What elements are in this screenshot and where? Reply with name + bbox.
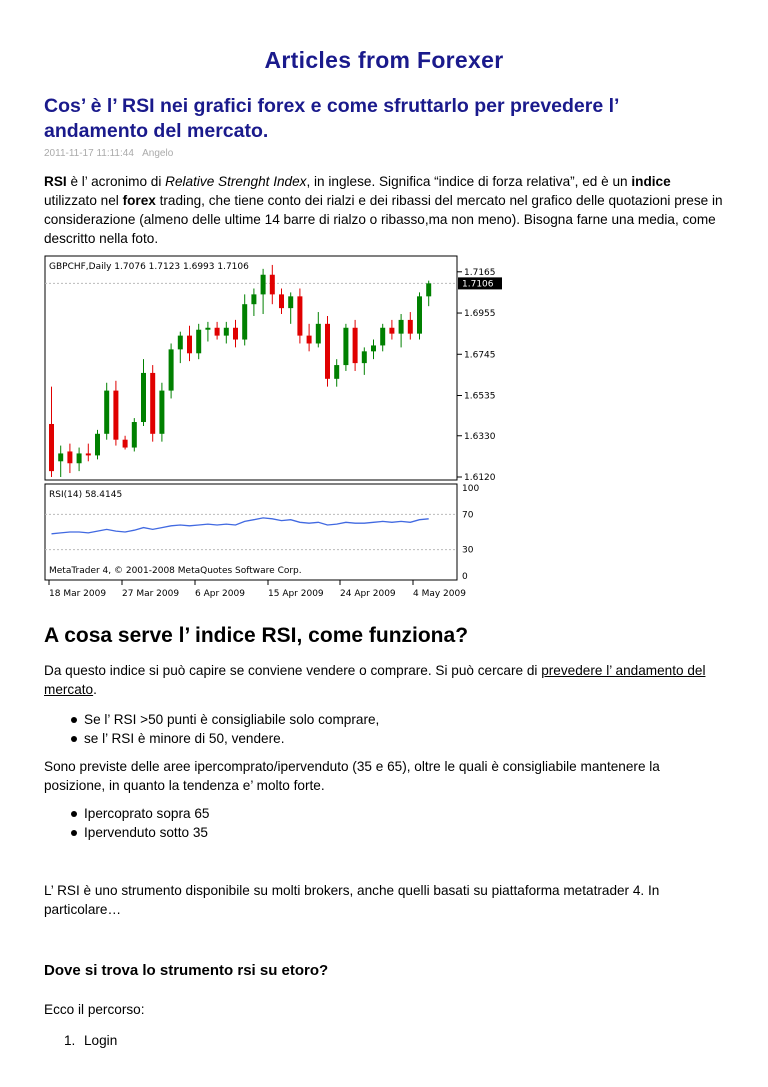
candle-body bbox=[196, 330, 201, 354]
candle-body bbox=[426, 283, 431, 296]
rsi-tick-label: 100 bbox=[462, 484, 480, 494]
chart-copyright: MetaTrader 4, © 2001-2008 MetaQuotes Software Corp. bbox=[49, 566, 302, 576]
candle-body bbox=[49, 424, 54, 471]
prevedere-link[interactable]: prevedere l’ andamento del mercato bbox=[44, 663, 706, 697]
intro-text-3: utilizzato nel bbox=[44, 193, 123, 208]
step-text: Login bbox=[84, 1033, 118, 1048]
x-tick-label: 18 Mar 2009 bbox=[49, 589, 107, 599]
candle-body bbox=[77, 453, 82, 463]
steps-list bbox=[44, 1031, 117, 1050]
candle-body bbox=[215, 328, 220, 336]
price-panel-frame bbox=[45, 256, 457, 480]
price-tick-label: 1.6745 bbox=[464, 350, 496, 361]
intro-indice: indice bbox=[631, 174, 671, 189]
site-title: Articles from Forexer bbox=[264, 47, 504, 73]
candle-body bbox=[132, 422, 137, 448]
list-item bbox=[44, 1031, 117, 1050]
p1-pre: Da questo indice si può capire se conviene vendere o comprare. Si può cercare di bbox=[44, 663, 542, 678]
candle-body bbox=[123, 440, 128, 448]
candle-body bbox=[297, 296, 302, 335]
post-date: 2011-11-17 11:11:44 bbox=[44, 148, 134, 159]
candle-body bbox=[159, 391, 164, 434]
candle-body bbox=[178, 336, 183, 350]
intro-text-1: è l’ acronimo di bbox=[66, 174, 166, 189]
section-paragraph-1 bbox=[44, 661, 724, 699]
candle-body bbox=[58, 453, 63, 461]
bullet-list-1 bbox=[44, 710, 379, 748]
candle-body bbox=[141, 373, 146, 422]
candle-body bbox=[417, 296, 422, 333]
candle-body bbox=[353, 328, 358, 363]
section-paragraph-3: L’ RSI è uno strumento disponibile su molti brokers, anche quelli basati su piattaforma metatrader 4. In particolare… bbox=[44, 883, 660, 917]
candle-body bbox=[288, 296, 293, 308]
candle-body bbox=[334, 365, 339, 379]
candle-body bbox=[242, 304, 247, 339]
candle-body bbox=[389, 328, 394, 334]
candle-body bbox=[224, 328, 229, 336]
list-item: Ipercoprato sopra 65 bbox=[44, 804, 209, 823]
candle-body bbox=[205, 328, 210, 330]
candle-body bbox=[316, 324, 321, 344]
candle-body bbox=[169, 349, 174, 390]
x-tick-label: 6 Apr 2009 bbox=[195, 589, 245, 599]
list-item: Se l’ RSI >50 punti è consigliabile solo comprare, bbox=[44, 710, 379, 729]
price-tick-label: 1.6955 bbox=[464, 309, 496, 320]
candle-body bbox=[233, 328, 238, 340]
intro-text-2: , in inglese. Significa “indice di forza relativa”, ed è un bbox=[306, 174, 632, 189]
candle-body bbox=[343, 328, 348, 365]
intro-rsi-expansion: Relative Strenght Index bbox=[165, 174, 307, 189]
candle-body bbox=[408, 320, 413, 334]
candle-body bbox=[95, 434, 100, 456]
candle-body bbox=[380, 328, 385, 346]
candle-body bbox=[67, 451, 72, 463]
rsi-tick-label: 30 bbox=[462, 545, 474, 556]
candle-body bbox=[362, 351, 367, 363]
candle-body bbox=[371, 345, 376, 351]
step-number: 1. bbox=[64, 1033, 76, 1048]
p1-post: . bbox=[93, 682, 97, 697]
price-tick-label: 1.6535 bbox=[464, 391, 496, 402]
current-price-label: 1.7106 bbox=[462, 279, 494, 290]
candle-body bbox=[307, 336, 312, 344]
section-heading-rsi: A cosa serve l’ indice RSI, come funziona? bbox=[44, 624, 469, 647]
candle-body bbox=[251, 294, 256, 304]
post-title: Cos’ è l’ RSI nei grafici forex e come sfruttarlo per prevedere l’ andamento del mercato. bbox=[44, 95, 619, 142]
rsi-label: RSI(14) 58.4145 bbox=[49, 490, 123, 500]
price-tick-label: 1.6330 bbox=[464, 431, 496, 442]
x-tick-label: 15 Apr 2009 bbox=[268, 589, 324, 599]
section-heading-etoro: Dove si trova lo strumento rsi su etoro? bbox=[44, 962, 329, 979]
section2-paragraph: Ecco il percorso: bbox=[44, 1002, 145, 1017]
price-tick-label: 1.6120 bbox=[464, 473, 496, 483]
candle-body bbox=[104, 391, 109, 434]
intro-paragraph bbox=[44, 172, 724, 248]
section-paragraph-2: Sono previste delle aree ipercomprato/ipervenduto (35 e 65), oltre le quali è consigliabile mantenere la posizione, in quanto la tendenza e’ molto forte. bbox=[44, 759, 660, 793]
x-tick-label: 27 Mar 2009 bbox=[122, 589, 180, 599]
rsi-chart-image bbox=[44, 255, 546, 607]
rsi-tick-label: 0 bbox=[462, 572, 468, 582]
bullet-list-2 bbox=[44, 804, 209, 842]
post-author: Angelo bbox=[142, 148, 174, 159]
candle-body bbox=[325, 324, 330, 379]
intro-rsi: RSI bbox=[44, 174, 67, 189]
price-chart-title: GBPCHF,Daily 1.7076 1.7123 1.6993 1.7106 bbox=[49, 262, 249, 272]
rsi-tick-label: 70 bbox=[462, 510, 474, 521]
price-tick-label: 1.7165 bbox=[464, 267, 496, 278]
x-tick-label: 4 May 2009 bbox=[413, 589, 466, 599]
post-meta bbox=[44, 148, 179, 159]
x-tick-label: 24 Apr 2009 bbox=[340, 589, 396, 599]
candle-body bbox=[113, 391, 118, 440]
candle-body bbox=[86, 453, 91, 455]
candle-body bbox=[399, 320, 404, 334]
candle-body bbox=[270, 275, 275, 295]
candle-body bbox=[150, 373, 155, 434]
candle-body bbox=[187, 336, 192, 354]
candle-body bbox=[279, 294, 284, 308]
intro-text-4: trading, che tiene conto dei rialzi e dei ribassi del mercato nel grafico delle quotazioni prese in considerazione (almeno delle ultime 14 barre di rialzo o ribasso,ma non meno). Bisogna farne una media, come descritto nella foto. bbox=[44, 193, 723, 246]
list-item: Ipervenduto sotto 35 bbox=[44, 823, 209, 842]
list-item: se l’ RSI è minore di 50, vendere. bbox=[44, 729, 379, 748]
intro-forex: forex bbox=[122, 193, 156, 208]
candle-body bbox=[261, 275, 266, 295]
